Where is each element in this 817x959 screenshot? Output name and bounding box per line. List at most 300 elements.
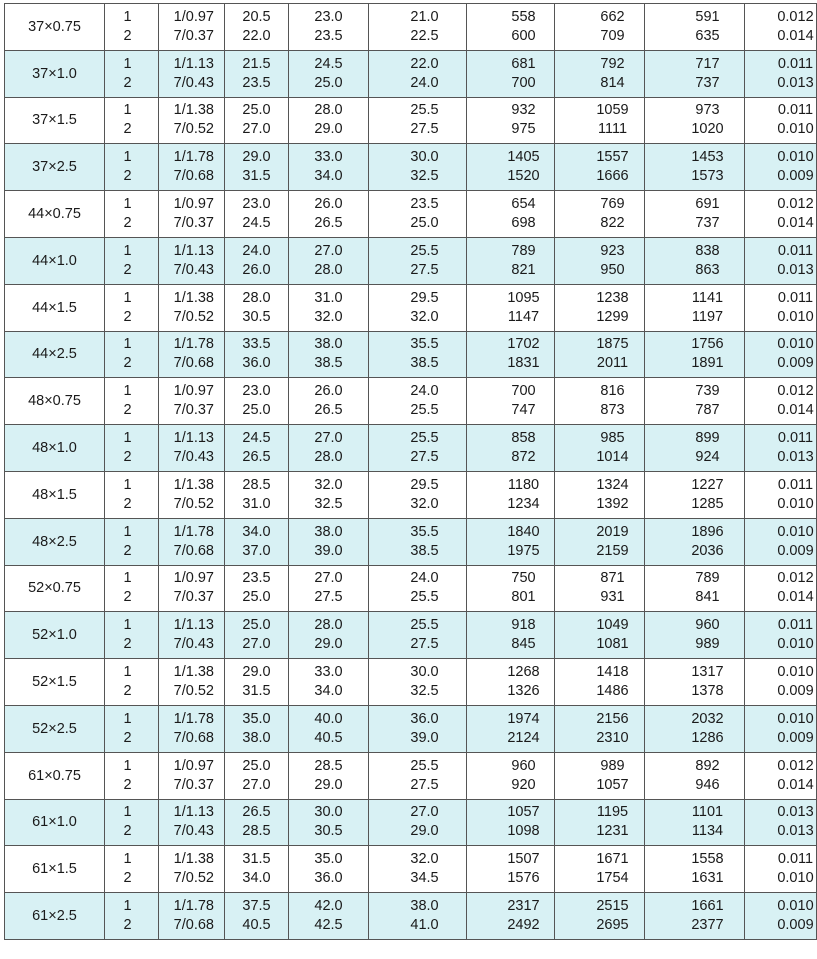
cell-value: 0.010 — [777, 149, 814, 166]
conductor-cell — [159, 50, 225, 97]
cell-value: 36.0 — [242, 355, 271, 372]
cell-value: 737 — [695, 74, 720, 91]
insulation-thickness-cell — [225, 237, 289, 284]
cell-value: 22.0 — [410, 55, 439, 72]
conductor-cell — [159, 4, 225, 51]
cell-value: 1/1.13 — [173, 617, 214, 634]
cell-value: 1101 — [691, 804, 724, 821]
cell-value: 2019 — [596, 523, 629, 540]
outer-diameter-cell — [289, 97, 369, 144]
cell-value: 1840 — [507, 523, 540, 540]
cell-value: 1/1.13 — [173, 242, 214, 259]
weight-b-cell — [555, 97, 645, 144]
cell-value: 37.5 — [242, 898, 271, 915]
cell-value: 23.5 — [410, 196, 439, 213]
cell-value: 1095 — [507, 289, 540, 306]
cell-value: 2515 — [596, 898, 629, 915]
weight-b-cell — [555, 191, 645, 238]
nominal-value-cell — [369, 191, 467, 238]
cell-value: 7/0.43 — [173, 449, 214, 466]
cell-value: 7/0.43 — [173, 823, 214, 840]
spec-cell: 48×1.0 — [5, 425, 105, 472]
cell-value: 1195 — [596, 804, 629, 821]
cell-value: 989 — [600, 757, 625, 774]
cell-value: 1231 — [596, 823, 629, 840]
cell-value: 1974 — [507, 710, 540, 727]
table-row — [5, 97, 817, 144]
resistance-cell — [745, 705, 817, 752]
insulation-thickness-cell — [225, 799, 289, 846]
cell-value: 24.0 — [410, 74, 439, 91]
outer-diameter-cell — [289, 752, 369, 799]
spec-cell: 37×1.5 — [5, 97, 105, 144]
resistance-cell — [745, 284, 817, 331]
cell-value: 40.5 — [314, 729, 343, 746]
cell-value: 918 — [511, 617, 536, 634]
conductor-cell — [159, 378, 225, 425]
cell-value: 0.011 — [777, 430, 814, 447]
core-count-cell — [105, 237, 159, 284]
cell-value: 1111 — [597, 121, 628, 138]
table-row — [5, 612, 817, 659]
outer-diameter-cell — [289, 4, 369, 51]
cell-value: 1507 — [507, 851, 540, 868]
cell-value: 2492 — [507, 917, 540, 934]
cell-value: 2 — [123, 74, 132, 91]
weight-b-cell — [555, 659, 645, 706]
outer-diameter-cell — [289, 471, 369, 518]
cell-value: 960 — [695, 617, 720, 634]
cell-value: 1326 — [507, 683, 540, 700]
weight-b-cell — [555, 331, 645, 378]
cell-value: 0.010 — [777, 308, 814, 325]
weight-a-cell — [467, 378, 555, 425]
weight-b-cell — [555, 425, 645, 472]
cell-value: 1/1.78 — [173, 898, 214, 915]
cell-value: 1057 — [507, 804, 540, 821]
cell-value: 0.010 — [777, 710, 814, 727]
outer-diameter-cell — [289, 237, 369, 284]
nominal-value-cell — [369, 378, 467, 425]
cell-value: 1/0.97 — [173, 8, 214, 25]
weight-a-cell — [467, 97, 555, 144]
cell-value: 1/1.13 — [173, 55, 214, 72]
cell-value: 2 — [123, 729, 132, 746]
cell-value: 0.013 — [777, 823, 814, 840]
cell-value: 7/0.52 — [173, 683, 214, 700]
cell-value: 24.5 — [242, 430, 271, 447]
cell-value: 2124 — [507, 729, 540, 746]
core-count-cell — [105, 284, 159, 331]
conductor-cell — [159, 425, 225, 472]
core-count-cell — [105, 4, 159, 51]
spec-cell: 44×1.5 — [5, 284, 105, 331]
cell-value: 1057 — [596, 776, 629, 793]
weight-a-cell — [467, 331, 555, 378]
cell-value: 739 — [695, 383, 720, 400]
conductor-cell — [159, 565, 225, 612]
cell-value: 1/1.78 — [173, 336, 214, 353]
insulation-thickness-cell — [225, 846, 289, 893]
core-count-cell — [105, 705, 159, 752]
cell-value: 0.010 — [777, 336, 814, 353]
cell-value: 1238 — [596, 289, 629, 306]
cell-value: 863 — [695, 261, 720, 278]
cell-value: 35.5 — [410, 523, 439, 540]
cell-value: 0.011 — [777, 289, 814, 306]
weight-b-cell — [555, 752, 645, 799]
cell-value: 23.0 — [242, 383, 271, 400]
cell-value: 42.5 — [314, 917, 343, 934]
cell-value: 40.0 — [314, 710, 343, 727]
resistance-cell — [745, 659, 817, 706]
resistance-cell — [745, 846, 817, 893]
cell-value: 845 — [511, 636, 536, 653]
cell-value: 2 — [123, 589, 132, 606]
table-row — [5, 237, 817, 284]
spec-cell: 37×2.5 — [5, 144, 105, 191]
insulation-thickness-cell — [225, 144, 289, 191]
cell-value: 1020 — [691, 121, 724, 138]
conductor-cell — [159, 659, 225, 706]
weight-b-cell — [555, 50, 645, 97]
cell-value: 2 — [123, 355, 132, 372]
cell-value: 872 — [511, 449, 536, 466]
resistance-cell — [745, 425, 817, 472]
cell-value: 700 — [511, 383, 536, 400]
cell-value: 591 — [695, 8, 720, 25]
cell-value: 34.0 — [242, 870, 271, 887]
cell-value: 7/0.37 — [173, 589, 214, 606]
cell-value: 7/0.68 — [173, 355, 214, 372]
cell-value: 27.0 — [314, 242, 343, 259]
cell-value: 1324 — [596, 476, 629, 493]
nominal-value-cell — [369, 284, 467, 331]
weight-a-cell — [467, 705, 555, 752]
cell-value: 1756 — [691, 336, 724, 353]
nominal-value-cell — [369, 752, 467, 799]
cell-value: 22.0 — [242, 27, 271, 44]
cell-value: 2 — [123, 776, 132, 793]
cell-value: 28.0 — [314, 261, 343, 278]
cell-value: 2 — [123, 261, 132, 278]
cell-value: 1098 — [507, 823, 540, 840]
cell-value: 0.011 — [777, 102, 814, 119]
cell-value: 42.0 — [314, 898, 343, 915]
cell-value: 1576 — [507, 870, 540, 887]
weight-c-cell — [645, 331, 745, 378]
nominal-value-cell — [369, 565, 467, 612]
cell-value: 1/1.78 — [173, 149, 214, 166]
cell-value: 1 — [123, 570, 132, 587]
cell-value: 0.011 — [777, 242, 814, 259]
table-row — [5, 659, 817, 706]
cell-value: 1 — [123, 757, 132, 774]
weight-a-cell — [467, 659, 555, 706]
cell-value: 25.0 — [314, 74, 343, 91]
outer-diameter-cell — [289, 518, 369, 565]
nominal-value-cell — [369, 799, 467, 846]
cell-value: 37.0 — [242, 542, 271, 559]
cell-value: 737 — [695, 215, 720, 232]
resistance-cell — [745, 4, 817, 51]
resistance-cell — [745, 752, 817, 799]
cell-value: 681 — [511, 55, 536, 72]
cell-value: 1/1.38 — [173, 851, 214, 868]
cell-value: 39.0 — [410, 729, 439, 746]
cell-value: 1049 — [596, 617, 629, 634]
cell-value: 1234 — [507, 495, 540, 512]
cell-value: 23.5 — [242, 74, 271, 91]
weight-c-cell — [645, 4, 745, 51]
cell-value: 691 — [695, 196, 720, 213]
cell-value: 0.013 — [777, 804, 814, 821]
cell-value: 32.0 — [410, 851, 439, 868]
cell-value: 38.0 — [314, 336, 343, 353]
cell-value: 1/0.97 — [173, 757, 214, 774]
cell-value: 7/0.52 — [173, 121, 214, 138]
cell-value: 1875 — [596, 336, 629, 353]
cell-value: 7/0.43 — [173, 261, 214, 278]
cell-value: 29.5 — [410, 289, 439, 306]
cell-value: 923 — [600, 242, 625, 259]
cell-value: 0.009 — [777, 683, 814, 700]
cell-value: 27.5 — [410, 261, 439, 278]
cell-value: 600 — [511, 27, 536, 44]
cell-value: 25.0 — [242, 589, 271, 606]
cell-value: 27.0 — [314, 570, 343, 587]
resistance-cell — [745, 378, 817, 425]
insulation-thickness-cell — [225, 752, 289, 799]
cell-value: 1 — [123, 430, 132, 447]
cell-value: 0.011 — [777, 476, 814, 493]
nominal-value-cell — [369, 4, 467, 51]
weight-b-cell — [555, 612, 645, 659]
cell-value: 24.0 — [410, 383, 439, 400]
cell-value: 25.5 — [410, 102, 439, 119]
outer-diameter-cell — [289, 705, 369, 752]
cell-value: 25.0 — [410, 215, 439, 232]
cell-value: 22.5 — [410, 27, 439, 44]
table-row — [5, 378, 817, 425]
outer-diameter-cell — [289, 331, 369, 378]
conductor-cell — [159, 191, 225, 238]
cell-value: 0.009 — [777, 542, 814, 559]
cell-value: 1831 — [507, 355, 540, 372]
cell-value: 1/0.97 — [173, 570, 214, 587]
cell-value: 0.012 — [777, 570, 814, 587]
conductor-cell — [159, 799, 225, 846]
cell-value: 26.0 — [314, 196, 343, 213]
outer-diameter-cell — [289, 612, 369, 659]
weight-b-cell — [555, 518, 645, 565]
cell-value: 27.0 — [242, 636, 271, 653]
conductor-cell — [159, 705, 225, 752]
outer-diameter-cell — [289, 50, 369, 97]
cell-value: 27.0 — [410, 804, 439, 821]
core-count-cell — [105, 378, 159, 425]
cell-value: 747 — [511, 402, 536, 419]
cell-value: 25.5 — [410, 757, 439, 774]
cell-value: 892 — [695, 757, 720, 774]
nominal-value-cell — [369, 471, 467, 518]
weight-c-cell — [645, 191, 745, 238]
cell-value: 28.5 — [242, 823, 271, 840]
cell-value: 2156 — [596, 710, 629, 727]
cell-value: 924 — [695, 449, 720, 466]
table-row — [5, 425, 817, 472]
conductor-cell — [159, 144, 225, 191]
cell-value: 1378 — [691, 683, 724, 700]
conductor-cell — [159, 284, 225, 331]
outer-diameter-cell — [289, 846, 369, 893]
outer-diameter-cell — [289, 565, 369, 612]
weight-c-cell — [645, 752, 745, 799]
cell-value: 2032 — [691, 710, 724, 727]
cell-value: 2377 — [691, 917, 724, 934]
weight-a-cell — [467, 284, 555, 331]
cell-value: 32.5 — [314, 495, 343, 512]
cell-value: 7/0.37 — [173, 402, 214, 419]
resistance-cell — [745, 237, 817, 284]
outer-diameter-cell — [289, 425, 369, 472]
insulation-thickness-cell — [225, 331, 289, 378]
weight-b-cell — [555, 378, 645, 425]
weight-a-cell — [467, 846, 555, 893]
resistance-cell — [745, 893, 817, 940]
resistance-cell — [745, 612, 817, 659]
cell-value: 1/0.97 — [173, 383, 214, 400]
cell-value: 38.0 — [410, 898, 439, 915]
cell-value: 654 — [511, 196, 536, 213]
cell-value: 709 — [600, 27, 625, 44]
nominal-value-cell — [369, 50, 467, 97]
spec-cell: 37×0.75 — [5, 4, 105, 51]
cell-value: 2 — [123, 495, 132, 512]
cell-value: 7/0.37 — [173, 776, 214, 793]
cell-value: 789 — [695, 570, 720, 587]
cell-value: 26.5 — [242, 804, 271, 821]
cell-value: 1754 — [596, 870, 629, 887]
weight-c-cell — [645, 799, 745, 846]
nominal-value-cell — [369, 659, 467, 706]
conductor-cell — [159, 518, 225, 565]
cell-value: 2 — [123, 542, 132, 559]
cell-value: 38.5 — [314, 355, 343, 372]
cell-value: 2695 — [596, 917, 629, 934]
cell-value: 31.0 — [242, 495, 271, 512]
spec-cell: 37×1.0 — [5, 50, 105, 97]
weight-b-cell — [555, 284, 645, 331]
cell-value: 1 — [123, 804, 132, 821]
cell-value: 2 — [123, 27, 132, 44]
cell-value: 38.5 — [410, 542, 439, 559]
weight-a-cell — [467, 893, 555, 940]
cell-value: 873 — [600, 402, 625, 419]
cell-value: 960 — [511, 757, 536, 774]
cell-value: 1 — [123, 149, 132, 166]
cell-value: 41.0 — [410, 917, 439, 934]
cell-value: 28.5 — [242, 476, 271, 493]
cell-value: 0.014 — [777, 589, 814, 606]
cell-value: 29.0 — [242, 149, 271, 166]
core-count-cell — [105, 331, 159, 378]
cell-value: 33.0 — [314, 149, 343, 166]
cell-value: 1 — [123, 8, 132, 25]
cell-value: 1227 — [691, 476, 724, 493]
cell-value: 29.0 — [314, 636, 343, 653]
conductor-cell — [159, 846, 225, 893]
nominal-value-cell — [369, 893, 467, 940]
weight-a-cell — [467, 471, 555, 518]
cell-value: 32.0 — [314, 476, 343, 493]
cell-value: 38.0 — [242, 729, 271, 746]
cell-value: 35.0 — [314, 851, 343, 868]
weight-a-cell — [467, 799, 555, 846]
cell-value: 29.5 — [410, 476, 439, 493]
weight-a-cell — [467, 425, 555, 472]
cell-value: 32.0 — [410, 308, 439, 325]
cell-value: 821 — [511, 261, 536, 278]
cell-value: 1891 — [691, 355, 724, 372]
cell-value: 717 — [695, 55, 720, 72]
cell-value: 1286 — [691, 729, 724, 746]
spec-cell: 52×1.0 — [5, 612, 105, 659]
cell-value: 24.5 — [242, 215, 271, 232]
cell-value: 2159 — [596, 542, 629, 559]
resistance-cell — [745, 97, 817, 144]
cell-value: 1/1.78 — [173, 523, 214, 540]
insulation-thickness-cell — [225, 659, 289, 706]
nominal-value-cell — [369, 846, 467, 893]
cell-value: 1059 — [596, 102, 629, 119]
cell-value: 858 — [511, 430, 536, 447]
table-row — [5, 565, 817, 612]
conductor-cell — [159, 471, 225, 518]
cell-value: 7/0.37 — [173, 215, 214, 232]
cell-value: 0.012 — [777, 757, 814, 774]
nominal-value-cell — [369, 425, 467, 472]
weight-b-cell — [555, 705, 645, 752]
weight-c-cell — [645, 378, 745, 425]
resistance-cell — [745, 50, 817, 97]
resistance-cell — [745, 331, 817, 378]
spec-cell: 52×2.5 — [5, 705, 105, 752]
cell-value: 0.011 — [777, 851, 814, 868]
cell-value: 698 — [511, 215, 536, 232]
conductor-cell — [159, 331, 225, 378]
weight-a-cell — [467, 518, 555, 565]
insulation-thickness-cell — [225, 97, 289, 144]
cell-value: 0.013 — [777, 449, 814, 466]
outer-diameter-cell — [289, 378, 369, 425]
cell-value: 1 — [123, 523, 132, 540]
insulation-thickness-cell — [225, 191, 289, 238]
conductor-cell — [159, 893, 225, 940]
core-count-cell — [105, 97, 159, 144]
cell-value: 1 — [123, 898, 132, 915]
cell-value: 7/0.68 — [173, 168, 214, 185]
cell-value: 2036 — [691, 542, 724, 559]
cell-value: 7/0.68 — [173, 729, 214, 746]
outer-diameter-cell — [289, 799, 369, 846]
cell-value: 1/1.38 — [173, 664, 214, 681]
cell-value: 25.5 — [410, 242, 439, 259]
cell-value: 27.5 — [410, 636, 439, 653]
cell-value: 7/0.52 — [173, 870, 214, 887]
cell-value: 34.0 — [242, 523, 271, 540]
cell-value: 0.013 — [777, 261, 814, 278]
